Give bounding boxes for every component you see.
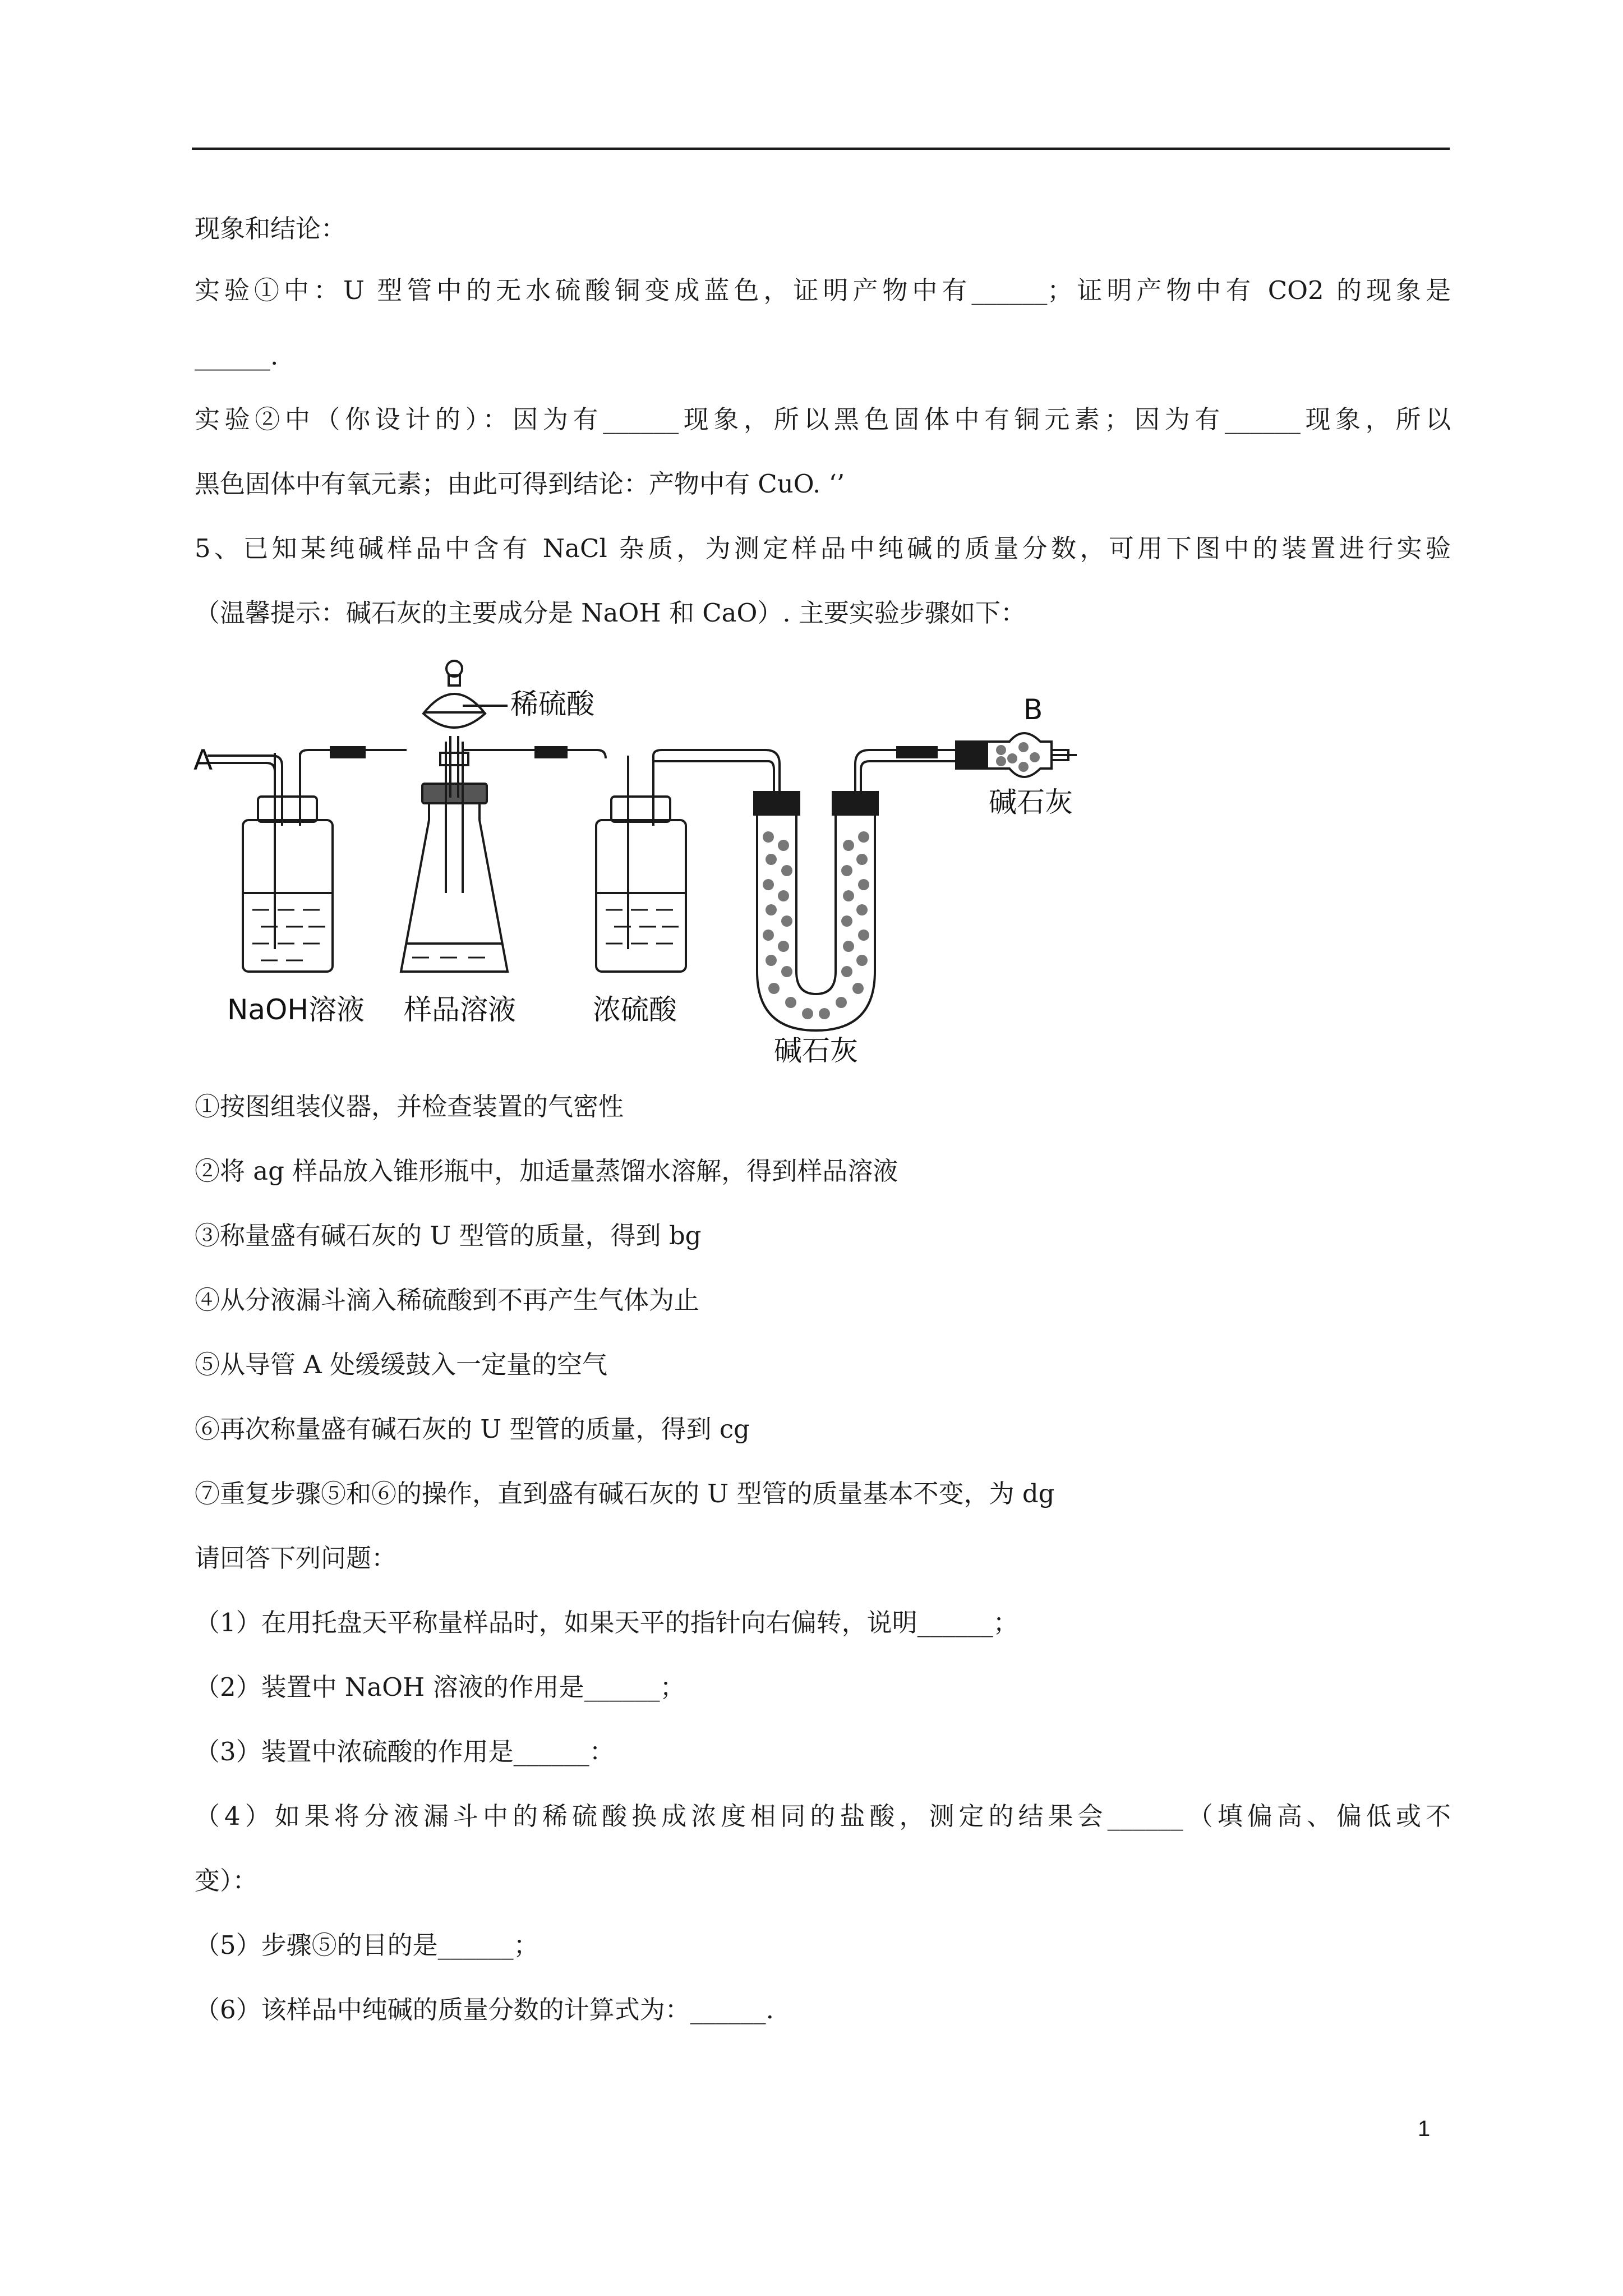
step-7: ⑦重复步骤⑤和⑥的操作，直到盛有碱石灰的 U 型管的质量基本不变，为 dg bbox=[195, 1479, 1055, 1508]
u-tube bbox=[754, 792, 878, 1030]
label-concentrated-sulfuric-acid: 浓硫酸 bbox=[593, 993, 677, 1026]
question-3: （3）装置中浓硫酸的作用是______： bbox=[195, 1737, 615, 1766]
header-rule bbox=[192, 148, 1450, 150]
label-inlet-a: A bbox=[193, 744, 213, 776]
erlenmeyer-flask bbox=[401, 742, 508, 972]
step-6: ⑥再次称量盛有碱石灰的 U 型管的质量，得到 cg bbox=[195, 1414, 750, 1444]
step-1: ①按图组装仪器，并检查装置的气密性 bbox=[195, 1092, 624, 1121]
label-dilute-sulfuric-acid: 稀硫酸 bbox=[510, 688, 594, 720]
label-naoh-solution: NaOH溶液 bbox=[227, 993, 365, 1026]
step-2: ②将 ag 样品放入锥形瓶中，加适量蒸馏水溶解，得到样品溶液 bbox=[195, 1156, 898, 1186]
text-line-phenomena-heading: 现象和结论： bbox=[195, 214, 347, 243]
label-u-tube-soda-lime: 碱石灰 bbox=[774, 1034, 858, 1067]
separatory-funnel bbox=[423, 661, 508, 798]
drying-tube bbox=[956, 733, 1077, 777]
question-1: （1）在用托盘天平称量样品时，如果天平的指针向右偏转，说明______； bbox=[195, 1608, 1018, 1637]
text-line-experiment-2: 实验②中（你设计的）：因为有______现象，所以黑色固体中有铜元素；因为有______现象，所以 bbox=[195, 404, 1451, 434]
question-5-intro: 5、已知某纯碱样品中含有 NaCl 杂质，为测定样品中纯碱的质量分数，可用下图中的装置进行实验 bbox=[195, 533, 1451, 563]
question-4-cont: 变）： bbox=[195, 1866, 258, 1895]
label-drying-tube-soda-lime: 碱石灰 bbox=[989, 786, 1073, 818]
step-4: ④从分液漏斗滴入稀硫酸到不再产生气体为止 bbox=[195, 1285, 700, 1315]
question-5: （5）步骤⑤的目的是______； bbox=[195, 1930, 539, 1960]
question-6: （6）该样品中纯碱的质量分数的计算式为：______. bbox=[195, 1995, 774, 2024]
question-2: （2）装置中 NaOH 溶液的作用是______； bbox=[195, 1672, 685, 1702]
label-outlet-b: B bbox=[1023, 693, 1043, 726]
text-line-experiment-1-cont: ______. bbox=[195, 341, 279, 371]
apparatus-diagram bbox=[193, 657, 1116, 1067]
label-sample-solution: 样品溶液 bbox=[404, 993, 516, 1026]
question-5-intro-cont: （温馨提示：碱石灰的主要成分是 NaOH 和 CaO）. 主要实验步骤如下： bbox=[195, 598, 1026, 628]
questions-heading: 请回答下列问题： bbox=[195, 1543, 397, 1573]
step-3: ③称量盛有碱石灰的 U 型管的质量，得到 bg bbox=[195, 1221, 702, 1250]
sulfuric-acid-bottle bbox=[596, 756, 686, 972]
question-4: （4）如果将分液漏斗中的稀硫酸换成浓度相同的盐酸，测定的结果会______（填偏高、偏低或不 bbox=[195, 1801, 1451, 1831]
page-number: 1 bbox=[1418, 2116, 1431, 2141]
text-line-experiment-2-cont: 黑色固体中有氧元素；由此可得到结论：产物中有 CuO. ‘’ bbox=[195, 469, 845, 499]
naoh-wash-bottle bbox=[243, 753, 333, 972]
step-5: ⑤从导管 A 处缓缓鼓入一定量的空气 bbox=[195, 1350, 608, 1379]
text-line-experiment-1: 实验①中：U 型管中的无水硫酸铜变成蓝色，证明产物中有______；证明产物中有 CO2 的现象是 bbox=[195, 275, 1451, 305]
